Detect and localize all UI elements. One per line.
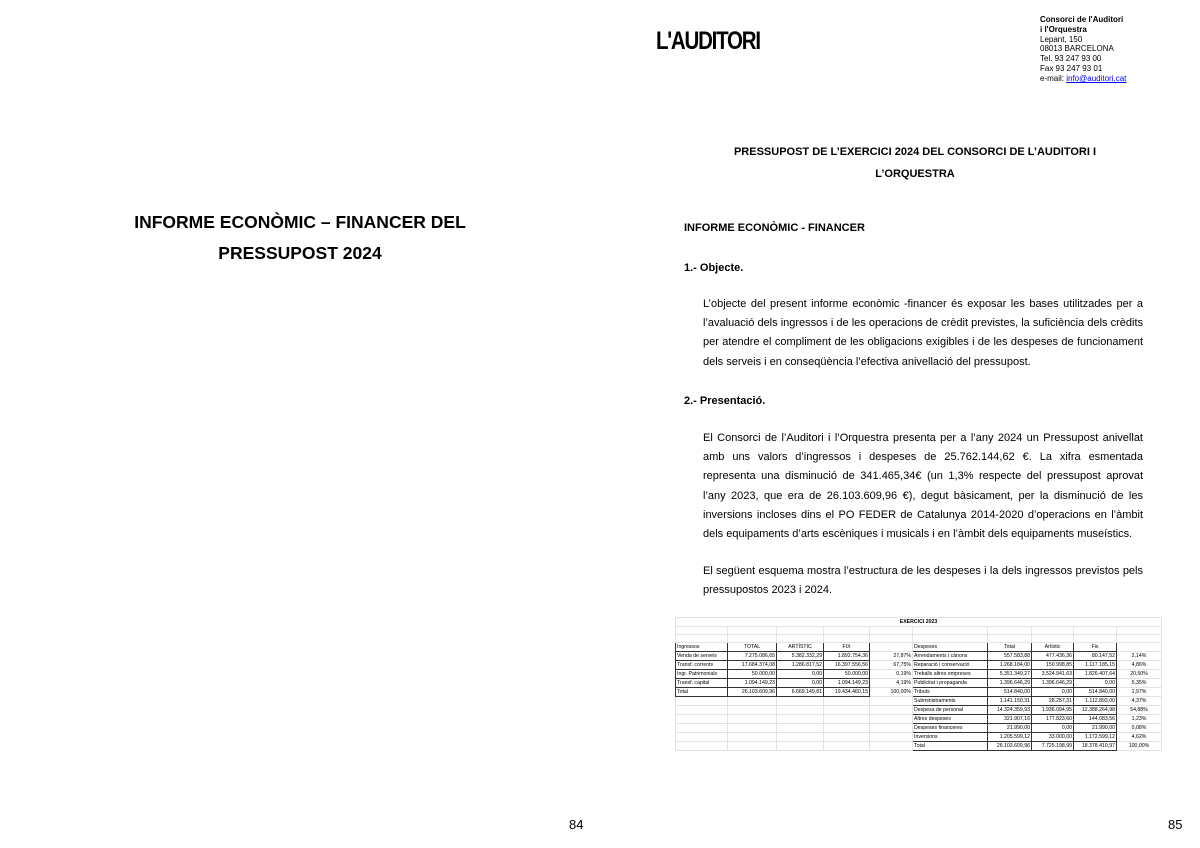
left-page-title	[100, 207, 500, 269]
paragraph-objecte: L’objecte del present informe econòmic -financer és exposar les bases utilitzades per a l’avaluació dels ingressos i de les operacions de crèdit previstes, la suficiència dels crèdits per atendre el compliment de les obligacions exigibles i de les despeses de funcionament dels serveis i en conseqüència l’efectiva anivellació del pressupost.	[703, 298, 1143, 368]
expense-cell: Treballs altres empreses	[913, 670, 988, 679]
income-cell: Transf. capital	[676, 679, 728, 688]
income-cell: 100,00%	[870, 688, 913, 697]
table-row	[676, 643, 1162, 652]
table-row	[676, 627, 1162, 635]
income-cell: 5.382.332,29	[777, 652, 824, 661]
expense-cell: 0,00	[1032, 724, 1074, 733]
empty-cell	[870, 742, 913, 751]
expense-cell: 5,35%	[1117, 679, 1162, 688]
income-cell: 0,19%	[870, 670, 913, 679]
empty-cell	[913, 627, 988, 635]
address-line-3: Lepant, 150	[1040, 34, 1083, 44]
empty-cell	[870, 635, 913, 643]
expense-cell: 144.083,56	[1074, 715, 1117, 724]
empty-cell	[777, 697, 824, 706]
section-heading: INFORME ECONÒMIC - FINANCER	[684, 222, 865, 234]
empty-cell	[824, 627, 870, 635]
expense-cell: 1,23%	[1117, 715, 1162, 724]
income-cell: 19.434.460,15	[824, 688, 870, 697]
empty-cell	[676, 635, 728, 643]
empty-cell	[777, 627, 824, 635]
heading-objecte: 1.- Objecte.	[684, 262, 744, 274]
heading-presentacio: 2.- Presentació.	[684, 395, 766, 407]
empty-cell	[1032, 627, 1074, 635]
empty-cell	[777, 706, 824, 715]
expense-cell: 1.268.184,00	[988, 661, 1032, 670]
expense-cell: Tributs	[913, 688, 988, 697]
expense-cell: Inversions	[913, 733, 988, 742]
empty-cell	[1117, 635, 1162, 643]
empty-cell	[777, 733, 824, 742]
income-cell: Total	[676, 688, 728, 697]
expense-cell: 21.990,00	[988, 724, 1032, 733]
expense-cell: 80.147,52	[1074, 652, 1117, 661]
empty-cell	[1074, 627, 1117, 635]
empty-cell	[676, 724, 728, 733]
empty-cell	[777, 724, 824, 733]
empty-cell	[870, 706, 913, 715]
expense-cell: 1.936.094,95	[1032, 706, 1074, 715]
income-cell: 67,75%	[870, 661, 913, 670]
email-label: e-mail:	[1040, 73, 1067, 83]
table-row	[676, 679, 1162, 688]
expense-cell: 4,62%	[1117, 733, 1162, 742]
income-cell: 27,87%	[870, 652, 913, 661]
expense-cell: 1.141.150,31	[988, 697, 1032, 706]
table-row	[676, 706, 1162, 715]
income-header: FIX	[824, 643, 870, 652]
paragraph-esquema: El següent esquema mostra l’estructura de les despeses i la dels ingressos previstos pels pressupostos 2023 i 2024.	[703, 565, 1143, 597]
address-line-4: 08013 BARCELONA	[1040, 44, 1114, 54]
empty-cell	[870, 697, 913, 706]
expense-cell: 1.172.599,12	[1074, 733, 1117, 742]
empty-cell	[728, 627, 777, 635]
document-title-line-1: PRESSUPOST DE L’EXERCICI 2024 DEL CONSORCI DE L’AUDITORI I	[733, 146, 1097, 158]
income-cell: 17.684.374,08	[728, 661, 777, 670]
email-link[interactable]: info@auditori.cat	[1066, 73, 1127, 83]
table-row	[676, 661, 1162, 670]
empty-cell	[728, 697, 777, 706]
document-title-line-2: L’ORQUESTRA	[875, 168, 955, 180]
left-page-number: 84	[569, 817, 584, 832]
expense-cell: 28.257,31	[1032, 697, 1074, 706]
expense-cell: 21.990,00	[1074, 724, 1117, 733]
expense-cell: Reparació i conservació	[913, 661, 988, 670]
empty-cell	[824, 724, 870, 733]
empty-cell	[824, 706, 870, 715]
empty-cell	[1117, 643, 1162, 652]
expense-cell: 514.840,00	[988, 688, 1032, 697]
table-title: EXERCICI 2023	[676, 618, 1162, 627]
expense-header: Despeses	[913, 643, 988, 652]
empty-cell	[676, 697, 728, 706]
expense-cell: 26.103.609,96	[988, 742, 1032, 751]
expense-cell: 1.205.599,12	[988, 733, 1032, 742]
expense-cell: 177.823,60	[1032, 715, 1074, 724]
table-row	[676, 688, 1162, 697]
empty-cell	[870, 724, 913, 733]
empty-cell	[777, 715, 824, 724]
income-cell: 16.397.556,56	[824, 661, 870, 670]
empty-cell	[870, 627, 913, 635]
empty-cell	[1074, 635, 1117, 643]
income-header: ARTÍSTIC	[777, 643, 824, 652]
empty-cell	[824, 733, 870, 742]
empty-cell	[824, 742, 870, 751]
expense-cell: 54,88%	[1117, 706, 1162, 715]
expense-cell: Total	[913, 742, 988, 751]
income-cell: 0,00	[777, 670, 824, 679]
empty-cell	[728, 724, 777, 733]
expense-cell: 12.388.264,98	[1074, 706, 1117, 715]
expense-cell: Altres despeses	[913, 715, 988, 724]
expense-cell: 1.112.893,00	[1074, 697, 1117, 706]
expense-cell: 514.840,00	[1074, 688, 1117, 697]
expense-cell: Subministraments	[913, 697, 988, 706]
income-cell: Ingr. Patrimonials	[676, 670, 728, 679]
income-cell: 50.000,00	[824, 670, 870, 679]
empty-cell	[777, 635, 824, 643]
empty-cell	[728, 742, 777, 751]
empty-cell	[777, 742, 824, 751]
expense-header: Fix	[1074, 643, 1117, 652]
income-cell: 0,00	[777, 679, 824, 688]
table-row	[676, 635, 1162, 643]
empty-cell	[728, 635, 777, 643]
paragraph-presentacio: El Consorci de l’Auditori i l’Orquestra presenta per a l’any 2024 un Pressupost anivellat amb uns valors d’ingressos i despeses de 25.762.144,62 €. La xifra esmentada representa una disminució de 341.465,34€ (un 1,3% respecte del pressupost aprovat l’any 2023, que era de 26.103.609,96 €), degut bàsicament, per la disminució de les inversions incloses dins el PO FEDER de Catalunya 2014-2020 d’operacions en l’àmbit dels equipaments d’arts escèniques i musicals i en l’àmbit dels equipaments museístics.	[703, 432, 1143, 541]
income-cell: 6.669.149,81	[777, 688, 824, 697]
income-cell: 1.094.149,23	[728, 679, 777, 688]
expense-cell: 100,00%	[1117, 742, 1162, 751]
table-row	[676, 670, 1162, 679]
budget-table	[675, 617, 1161, 767]
empty-cell	[728, 715, 777, 724]
expense-cell: 14.324.359,93	[988, 706, 1032, 715]
expense-cell: 321.907,16	[988, 715, 1032, 724]
address-line-2: i l'Orquestra	[1040, 24, 1087, 34]
empty-cell	[676, 715, 728, 724]
table-row	[676, 652, 1162, 661]
expense-cell: 20,50%	[1117, 670, 1162, 679]
income-cell: Transf. corrents	[676, 661, 728, 670]
expense-cell: 1.117.185,15	[1074, 661, 1117, 670]
empty-cell	[824, 635, 870, 643]
empty-cell	[676, 742, 728, 751]
address-line-1: Consorci de l'Auditori	[1040, 15, 1124, 24]
expense-cell: 33.000,00	[1032, 733, 1074, 742]
table-row	[676, 715, 1162, 724]
expense-cell: 5.351.349,27	[988, 670, 1032, 679]
expense-cell: 150.998,85	[1032, 661, 1074, 670]
expense-cell: Despesa de personal	[913, 706, 988, 715]
right-page-number: 85	[1168, 817, 1183, 832]
document-title	[680, 141, 1150, 185]
income-cell: Venda de serveis	[676, 652, 728, 661]
email-line	[1040, 74, 1126, 84]
table-row	[676, 697, 1162, 706]
empty-cell	[1117, 627, 1162, 635]
table-row	[676, 742, 1162, 751]
empty-cell	[824, 715, 870, 724]
expense-cell: 0,00	[1032, 688, 1074, 697]
left-title-line-1: INFORME ECONÒMIC – FINANCER DEL	[134, 212, 466, 232]
address-block	[1040, 15, 1126, 84]
empty-cell	[676, 733, 728, 742]
expense-cell: 18.378.410,97	[1074, 742, 1117, 751]
empty-cell	[1032, 635, 1074, 643]
expense-cell: Despeses financeres	[913, 724, 988, 733]
table-row	[676, 724, 1162, 733]
empty-cell	[824, 697, 870, 706]
expense-cell: 4,86%	[1117, 661, 1162, 670]
left-title-line-2: PRESSUPOST 2024	[218, 243, 382, 263]
expense-cell: 1,97%	[1117, 688, 1162, 697]
income-header: Ingressos	[676, 643, 728, 652]
expense-cell: 1.396.646,29	[988, 679, 1032, 688]
income-cell: 1.094.149,23	[824, 679, 870, 688]
empty-cell	[728, 706, 777, 715]
expense-cell: Publicitat i propaganda	[913, 679, 988, 688]
expense-cell: 7.725.198,99	[1032, 742, 1074, 751]
expense-cell: 2,14%	[1117, 652, 1162, 661]
empty-cell	[988, 627, 1032, 635]
table-row	[676, 733, 1162, 742]
empty-cell	[676, 706, 728, 715]
empty-cell	[728, 733, 777, 742]
expense-cell: 1.396.646,29	[1032, 679, 1074, 688]
empty-cell	[870, 715, 913, 724]
expense-cell: 0,00	[1074, 679, 1117, 688]
income-cell: 1.286.817,52	[777, 661, 824, 670]
empty-cell	[870, 733, 913, 742]
empty-cell	[913, 635, 988, 643]
income-cell: 4,19%	[870, 679, 913, 688]
income-cell: 26.103.609,96	[728, 688, 777, 697]
empty-cell	[988, 635, 1032, 643]
expense-cell: 557.583,88	[988, 652, 1032, 661]
address-line-6: Fax 93 247 93 01	[1040, 63, 1103, 73]
auditori-logo: L'AUDITORI	[656, 27, 760, 55]
income-header: TOTAL	[728, 643, 777, 652]
empty-cell	[676, 627, 728, 635]
income-cell: 50.000,00	[728, 670, 777, 679]
income-cell: 7.275.086,65	[728, 652, 777, 661]
expense-cell: 1.826.407,64	[1074, 670, 1117, 679]
expense-header: Total	[988, 643, 1032, 652]
expense-cell: Arrendaments i cànons	[913, 652, 988, 661]
expense-cell: 477.436,36	[1032, 652, 1074, 661]
expense-cell: 4,37%	[1117, 697, 1162, 706]
table-row	[676, 618, 1162, 627]
income-cell: 1.892.754,36	[824, 652, 870, 661]
expense-cell: 3.524.941,63	[1032, 670, 1074, 679]
expense-cell: 0,08%	[1117, 724, 1162, 733]
empty-cell	[870, 643, 913, 652]
expense-header: Artístic	[1032, 643, 1074, 652]
address-line-5: Tel. 93 247 93 00	[1040, 54, 1102, 64]
